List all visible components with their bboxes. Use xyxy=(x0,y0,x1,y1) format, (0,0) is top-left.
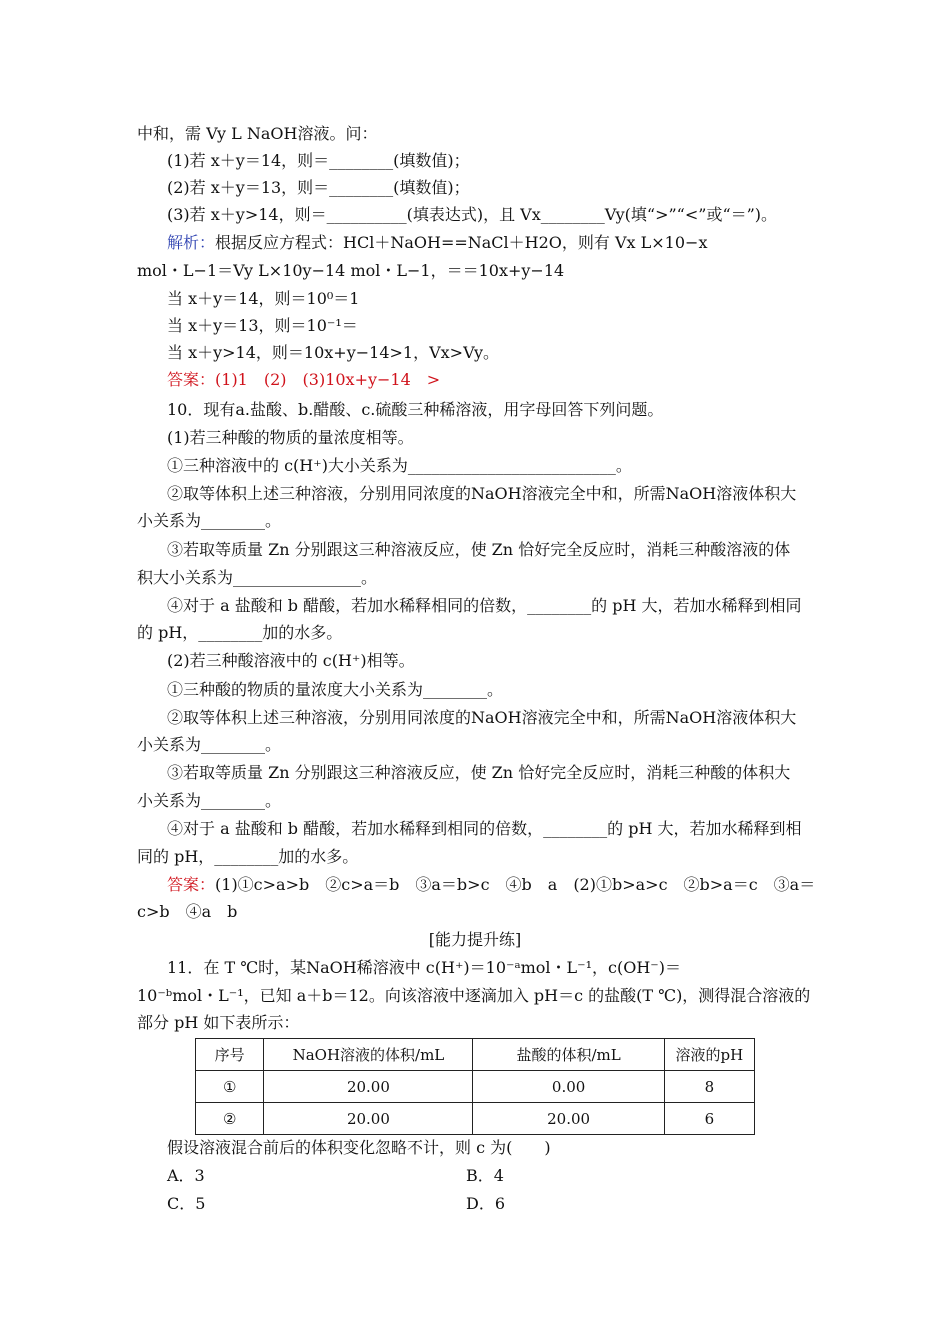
analysis-line xyxy=(0,230,950,256)
table-row xyxy=(196,1071,755,1103)
answer-text: (1)①c>a>b ②c>a＝b ③a＝b>c ④b a (2)①b>a>c ②b>a＝c ③a＝ xyxy=(215,875,816,894)
table-header-cell: NaOH溶液的体积/mL xyxy=(264,1039,473,1071)
question-part: (2)若 x＋y＝13，则＝________(填数值)； xyxy=(167,178,470,197)
question-part: ①三种溶液中的 c(H⁺)大小关系为__________________________。 xyxy=(167,456,632,475)
question-part: 积大小关系为________________。 xyxy=(137,568,378,587)
section-heading: [能力提升练] xyxy=(428,930,522,949)
table-header-cell: 序号 xyxy=(196,1039,264,1071)
question-title: 10．现有a.盐酸、b.醋酸、c.硫酸三种稀溶液，用字母回答下列问题。 xyxy=(167,400,664,419)
analysis-line: mol・L−1＝Vy L×10y−14 mol・L−1，＝＝10x+y−14 xyxy=(137,261,565,280)
table-cell: ① xyxy=(196,1071,264,1103)
table-cell: 20.00 xyxy=(264,1103,473,1135)
option-b: B．4 xyxy=(466,1166,504,1185)
question-text: 部分 pH 如下表所示： xyxy=(137,1013,300,1032)
answer-label: 答案： xyxy=(167,370,216,389)
analysis-line: 当 x＋y＝13，则＝10⁻¹＝ xyxy=(167,316,358,335)
question-part: 小关系为________。 xyxy=(137,735,282,754)
question-part: ④对于 a 盐酸和 b 醋酸，若加水稀释到相同的倍数，________的 pH 大，若加水稀释到相 xyxy=(167,819,802,838)
question-part: ②取等体积上述三种溶液，分别用同浓度的NaOH溶液完全中和，所需NaOH溶液体积大 xyxy=(167,484,797,503)
table-row xyxy=(196,1103,755,1135)
question-part: 的 pH，________加的水多。 xyxy=(137,623,343,642)
table-cell: 6 xyxy=(664,1103,754,1135)
question-part: 小关系为________。 xyxy=(137,511,282,530)
question-part: ④对于 a 盐酸和 b 醋酸，若加水稀释相同的倍数，________的 pH 大，若加水稀释到相同 xyxy=(167,596,802,615)
question-part: 同的 pH，________加的水多。 xyxy=(137,847,359,866)
answer-line: c>b ④a b xyxy=(137,902,238,921)
question-part: (2)若三种酸溶液中的 c(H⁺)相等。 xyxy=(167,651,415,670)
option-a: A．3 xyxy=(167,1166,205,1185)
option-d: D．6 xyxy=(466,1194,506,1213)
table-cell: 20.00 xyxy=(264,1071,473,1103)
question-text: 10⁻ᵇmol・L⁻¹，已知 a＋b＝12。向该溶液中逐滴加入 pH＝c 的盐酸(T ℃)，测得混合溶液的 xyxy=(137,986,811,1005)
question-part: ①三种酸的物质的量浓度大小关系为________。 xyxy=(167,680,504,699)
table-header-row xyxy=(196,1039,755,1071)
text-line: 中和，需 Vy L NaOH溶液。问： xyxy=(137,124,378,143)
analysis-line: 当 x＋y>14，则＝10x+y−14>1，Vx>Vy。 xyxy=(167,343,500,362)
answer-line xyxy=(0,872,950,898)
analysis-line: 当 x＋y＝14，则＝10⁰＝1 xyxy=(167,289,360,308)
answer-line xyxy=(0,367,950,393)
analysis-label: 解析： xyxy=(167,233,216,252)
question-part: ②取等体积上述三种溶液，分别用同浓度的NaOH溶液完全中和，所需NaOH溶液体积大 xyxy=(167,708,797,727)
table-cell: 8 xyxy=(664,1071,754,1103)
analysis-text: 根据反应方程式：HCl＋NaOH==NaCl＋H2O，则有 Vx L×10−x xyxy=(215,233,708,252)
table-header-cell: 盐酸的体积/mL xyxy=(473,1039,664,1071)
question-title: 11．在 T ℃时，某NaOH稀溶液中 c(H⁺)＝10⁻ᵃmol・L⁻¹，c(OH⁻)＝ xyxy=(167,958,681,977)
question-text: 假设溶液混合前后的体积变化忽略不计，则 c 为( ) xyxy=(167,1138,551,1157)
question-part: 小关系为________。 xyxy=(137,791,282,810)
table-header-cell: 溶液的pH xyxy=(664,1039,754,1071)
question-part: ③若取等质量 Zn 分别跟这三种溶液反应，使 Zn 恰好完全反应时，消耗三种酸溶液的体 xyxy=(167,540,791,559)
answer-label: 答案： xyxy=(167,875,216,894)
question-part: (3)若 x＋y>14，则＝__________(填表达式)，且 Vx________Vy(填“>”“<”或“＝”)。 xyxy=(167,205,778,224)
answer-text: (1)1 (2) (3)10x+y−14 > xyxy=(215,370,441,389)
table-cell: 0.00 xyxy=(473,1071,664,1103)
question-part: ③若取等质量 Zn 分别跟这三种溶液反应，使 Zn 恰好完全反应时，消耗三种酸的体积大 xyxy=(167,763,791,782)
question-part: (1)若 x＋y＝14，则＝________(填数值)； xyxy=(167,151,470,170)
question-part: (1)若三种酸的物质的量浓度相等。 xyxy=(167,428,414,447)
table-cell: ② xyxy=(196,1103,264,1135)
table-cell: 20.00 xyxy=(473,1103,664,1135)
option-c: C．5 xyxy=(167,1194,206,1213)
data-table xyxy=(195,1038,755,1135)
